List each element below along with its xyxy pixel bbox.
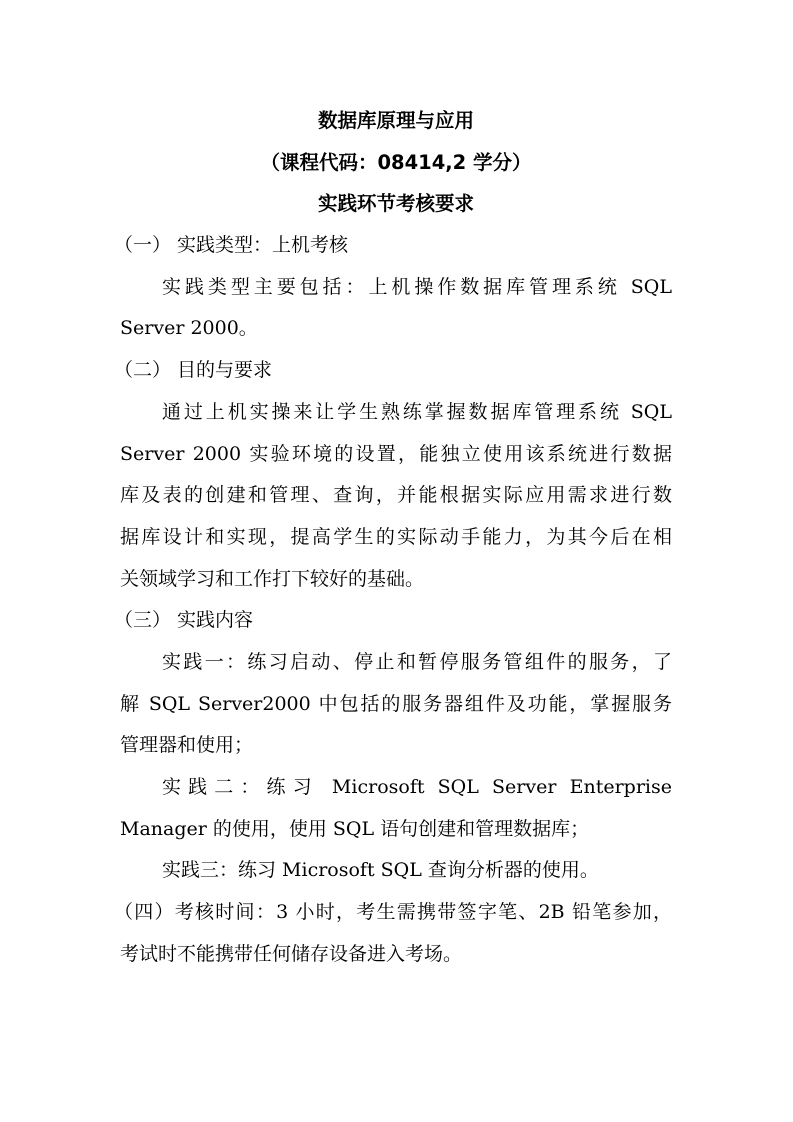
document-title: 数据库原理与应用 [317, 109, 474, 132]
paragraph-line: 管理器和使用； [120, 734, 254, 757]
paragraph-line: 实践二：练习 Microsoft SQL Server Enterprise [162, 776, 672, 798]
paragraph-line: 据库设计和实现，提高学生的实际动手能力，为其今后在相 [120, 525, 672, 548]
paragraph-line: Server 2000。 [120, 317, 258, 340]
paragraph-line: 通过上机实操来让学生熟练掌握数据库管理系统 SQL [162, 400, 672, 423]
paragraph-line: Server 2000 实验环境的设置，能独立使用该系统进行数据 [120, 442, 672, 465]
paragraph-line: 实践一：练习启动、停止和暂停服务管组件的服务，了 [162, 650, 672, 673]
paragraph-line: 考试时不能携带任何储存设备进入考场。 [120, 942, 463, 965]
paragraph-line: 解 SQL Server2000 中包括的服务器组件及功能，掌握服务 [120, 692, 672, 715]
section-heading-3: （三） 实践内容 [114, 609, 254, 632]
paragraph-line: 库及表的创建和管理、查询，并能根据实际应用需求进行数 [120, 484, 672, 507]
section-heading-4: （四）考核时间：3 小时，考生需携带签字笔、2B 铅笔参加， [114, 901, 672, 924]
paragraph-line: 实践三：练习 Microsoft SQL 查询分析器的使用。 [162, 859, 599, 882]
paragraph-line: 关领域学习和工作打下较好的基础。 [120, 567, 425, 590]
document-page [114, 100, 672, 975]
section-heading-1: （一） 实践类型：上机考核 [114, 234, 349, 257]
course-code: （课程代码：08414,2 学分） [260, 150, 532, 174]
paragraph-line: Manager 的使用，使用 SQL 语句创建和管理数据库； [120, 817, 590, 840]
document-subtitle: 实践环节考核要求 [317, 192, 474, 216]
section-heading-2: （二） 目的与要求 [114, 359, 273, 382]
paragraph-line: 实践类型主要包括：上机操作数据库管理系统 SQL [162, 275, 672, 298]
